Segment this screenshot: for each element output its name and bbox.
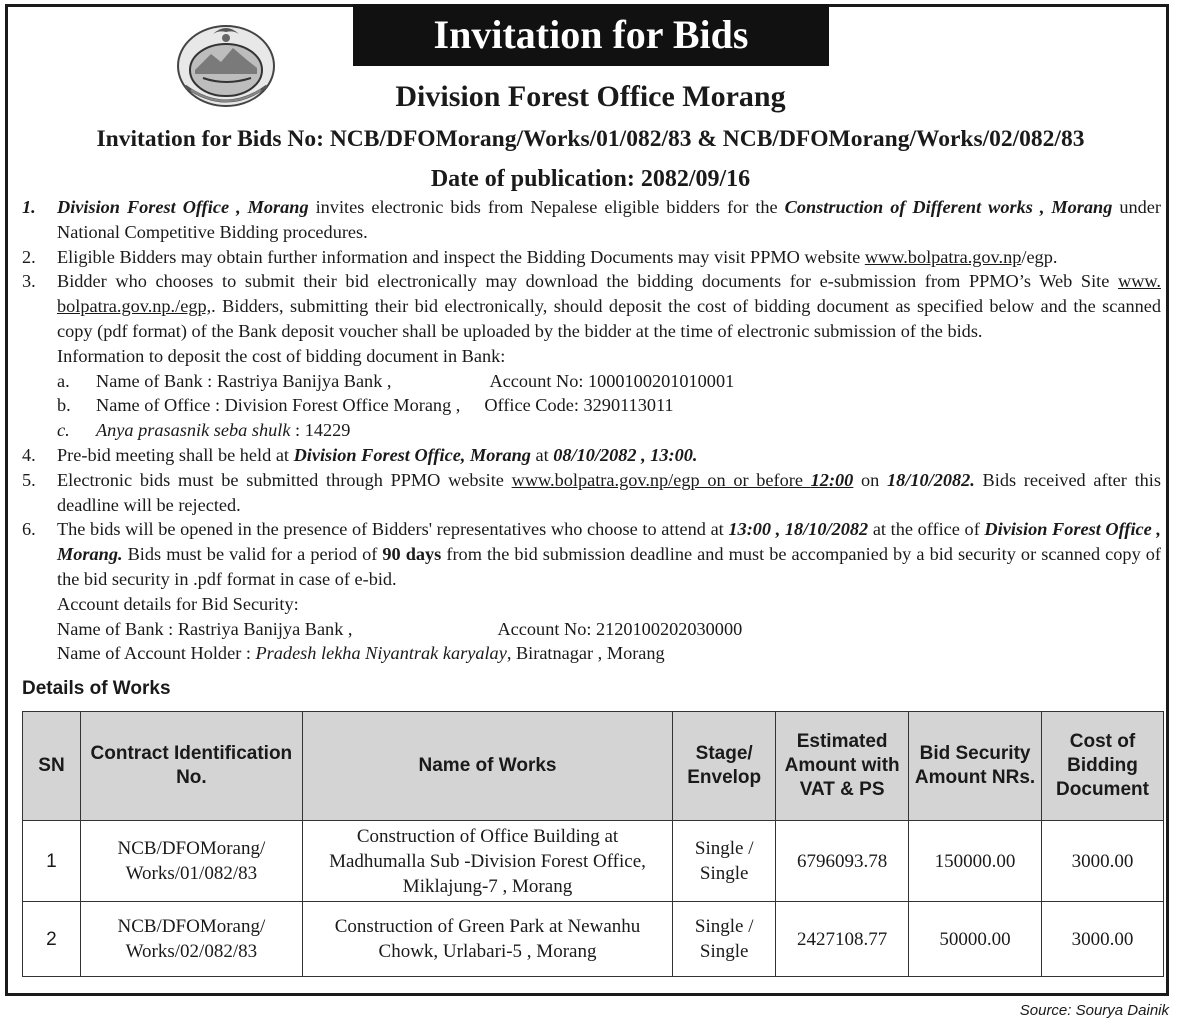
cell-name-of-works: Construction of Green Park at Newanhu Chowk, Urlabari-5 , Morang <box>302 902 672 977</box>
cell-bid-security: 50000.00 <box>909 902 1042 977</box>
deadline-date: 18/10/2082. <box>887 469 975 490</box>
prebid-time: 08/10/2082 , 13:00. <box>553 444 698 465</box>
header-cost: Cost of Bidding Document <box>1042 712 1164 821</box>
clause-number: 1. <box>22 197 36 217</box>
header-name-of-works: Name of Works <box>302 712 672 821</box>
sub-label: c. <box>57 420 70 441</box>
security-bank <box>0 617 1181 642</box>
clause-text: invites electronic bids from Nepalese eligible bidders for the <box>308 197 785 217</box>
clause-text: Bids received after this deadline will be rejected. <box>57 469 1161 515</box>
clause-number: 3. <box>22 271 36 292</box>
clause-text: under National Competitive Bidding procedures. <box>57 197 1161 242</box>
header-sn: SN <box>23 712 81 821</box>
ppmo-link[interactable]: www.bolpatra.gov.np/egp on or before <box>511 469 811 490</box>
office-name: Division Forest Office Morang <box>395 80 786 113</box>
works-table <box>22 711 1164 977</box>
clause-text: /egp. <box>1021 246 1058 267</box>
clause-text: The bids will be opened in the presence of Bidders' representatives who choose to attend at <box>57 519 729 540</box>
notice-body <box>0 195 1181 666</box>
sub-label: a. <box>57 370 70 391</box>
cell-bid-security: 150000.00 <box>909 821 1042 902</box>
clause-text: at the office of <box>868 519 985 540</box>
clause-text: on <box>853 469 887 490</box>
cell-estimate: 6796093.78 <box>776 821 909 902</box>
header-contract-id: Contract Identification No. <box>80 712 302 821</box>
clause-text: Bidder who chooses to submit their bid electronically may download the bidding documents for e-submission from PPMO’s Web Site <box>57 271 1118 292</box>
opening-time: 13:00 , 18/10/2082 <box>728 519 869 540</box>
clause-number: 5. <box>22 469 36 490</box>
clause-text: . Bidders, submitting their bid electronically, should deposit the cost of bidding document as specified below and the scanned copy (pdf format) of the Bank deposit voucher shall be uploaded by the bidder at the time of electronic submission of the bids. <box>57 296 1161 341</box>
holder-label: Name of Account Holder : <box>57 643 256 664</box>
fee-value: : 14229 <box>290 420 351 441</box>
header-stage: Stage/ Envelop <box>673 712 776 821</box>
clause-number: 6. <box>22 519 36 540</box>
cell-estimate: 2427108.77 <box>776 902 909 977</box>
clause-works: Construction of Different works , Morang <box>784 197 1113 217</box>
clause-6 <box>0 517 1181 591</box>
security-holder <box>0 641 1181 666</box>
account-number: Account No: 2120100202030000 <box>497 618 743 639</box>
prebid-place: Division Forest Office, Morang <box>293 444 531 465</box>
clause-2 <box>0 245 1181 270</box>
bank-name: Name of Bank : Rastriya Banijya Bank , <box>96 370 392 391</box>
cell-sn: 1 <box>23 821 81 902</box>
office-name-detail: Name of Office : Division Forest Office Morang , <box>96 395 461 416</box>
ifb-number: Invitation for Bids No: NCB/DFOMorang/Works/01/082/83 & NCB/DFOMorang/Works/02/082/83 <box>96 126 1085 152</box>
clause-5 <box>0 468 1181 518</box>
clause-number: 2. <box>22 246 36 267</box>
clause-4 <box>0 443 1181 468</box>
opening-office: Division Forest Office , Morang. <box>57 519 1161 565</box>
bank-detail-c <box>0 418 1181 443</box>
bank-name: Name of Bank : Rastriya Banijya Bank , <box>57 618 353 639</box>
clause-text: from the bid submission deadline and must be accompanied by a bid security or scanned copy of the bid security in .pdf format in case of e-bid. <box>57 544 1162 589</box>
account-number: Account No: 1000100201010001 <box>489 370 735 391</box>
holder-name: Pradesh lekha Niyantrak karyalay <box>255 643 507 664</box>
clause-3 <box>0 269 1181 343</box>
bank-info-heading: Information to deposit the cost of bidding document in Bank: <box>57 345 506 366</box>
fee-name: Anya prasasnik seba shulk <box>96 420 291 441</box>
sub-label: b. <box>57 395 71 416</box>
header-bid-security: Bid Security Amount NRs. <box>909 712 1042 821</box>
cell-stage: Single / Single <box>673 902 776 977</box>
header-estimate: Estimated Amount with VAT & PS <box>776 712 909 821</box>
cell-contract-id: NCB/DFOMorang/ Works/01/082/83 <box>80 821 302 902</box>
clause-text: Eligible Bidders may obtain further information and inspect the Bidding Documents may visit PPMO website <box>57 246 865 267</box>
clause-text: Electronic bids must be submitted through PPMO website <box>57 469 512 490</box>
cell-cost: 3000.00 <box>1042 902 1164 977</box>
cell-name-of-works: Construction of Office Building at Madhumalla Sub -Division Forest Office, Miklajung-7 , Morang <box>302 821 672 902</box>
publication-date: Date of publication: 2082/09/16 <box>430 166 751 192</box>
clause-text: at <box>530 444 554 465</box>
cell-sn: 2 <box>23 902 81 977</box>
ppmo-link[interactable]: www. bolpatra.gov.np./egp, <box>57 271 1161 317</box>
security-title: Account details for Bid Security: <box>57 593 299 614</box>
table-header-row <box>23 712 1164 821</box>
cell-cost: 3000.00 <box>1042 821 1164 902</box>
cell-stage: Single / Single <box>673 821 776 902</box>
clause-office: Division Forest Office , Morang <box>57 197 309 217</box>
source-credit: Source: Sourya Dainik <box>1019 1002 1169 1019</box>
validity-days: 90 days <box>382 544 442 565</box>
clause-text: Pre-bid meeting shall be held at <box>57 444 294 465</box>
table-row <box>23 821 1164 902</box>
holder-location: , Biratnagar , Morang <box>506 643 665 664</box>
notice-banner: Invitation for Bids <box>353 4 829 66</box>
table-row <box>23 902 1164 977</box>
clause-number: 4. <box>22 444 36 465</box>
deadline-time: 12:00 <box>810 469 854 490</box>
office-code: Office Code: 3290113011 <box>484 395 674 416</box>
details-of-works-title: Details of Works <box>22 678 171 699</box>
bank-detail-a <box>0 369 1181 394</box>
clause-text: Bids must be valid for a period of <box>122 544 383 565</box>
clause-1 <box>0 195 1181 245</box>
ppmo-link[interactable]: www.bolpatra.gov.np <box>864 246 1022 267</box>
cell-contract-id: NCB/DFOMorang/ Works/02/082/83 <box>80 902 302 977</box>
bank-detail-b <box>0 393 1181 418</box>
